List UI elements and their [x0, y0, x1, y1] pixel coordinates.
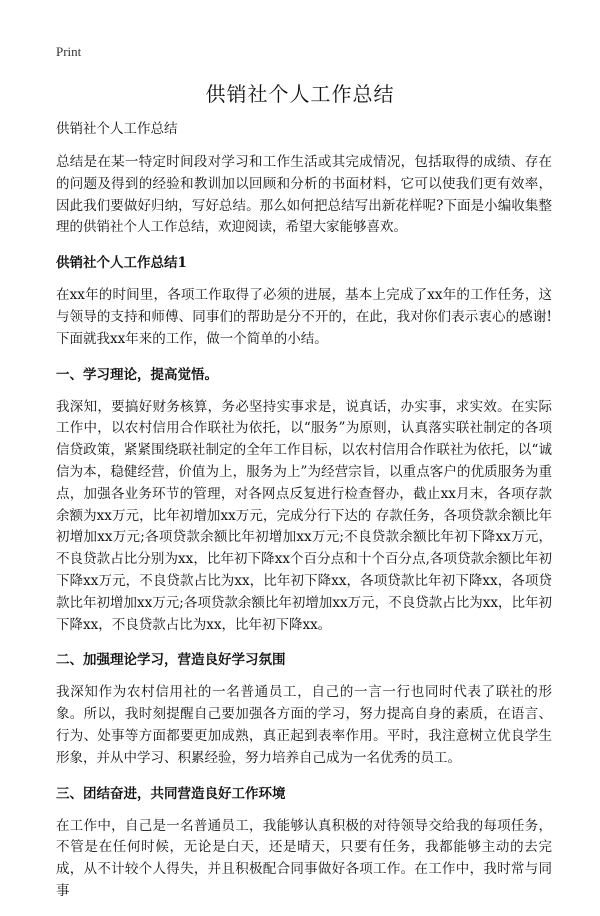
document-subtitle: 供销社个人工作总结 [56, 121, 178, 137]
section-body-2: 我深知作为农村信用社的一名普通员工，自己的一言一行也同时代表了联社的形象。所以，我时刻提醒自己要加强各方面的学习，努力提高自身的素质，在语言、行为、处事等方面都要更加成熟，真正起到表率作用。平时，我注意树立优良学生形象，并从中学习、积累经验，努力培养自己成为一名优秀的员工。 [56, 684, 552, 766]
article-intro-paragraph: 在xx年的时间里，各项工作取得了必须的进展，基本上完成了xx年的工作任务，这与领导的支持和师傅、同事们的帮助是分不开的，在此，我对你们表示衷心的感谢!下面就我xx年来的工作，做一个简单的小结。 [56, 287, 552, 347]
document-title: 供销社个人工作总结 [205, 82, 395, 106]
section-body-1: 我深知，要搞好财务核算，务必坚持实事求是，说真话，办实事，求实效。在实际工作中，以农村信用合作联社为依托，以“服务”为原则，认真落实联社制定的各项信贷政策，紧紧围绕联社制定的全年工作目标，以农村信用合作联社为依托，以“诚信为本，稳健经营，价值为上，服务为上”为经营宗旨，以重点客户的优质服务为重点，加强各业务环节的管理，对各网点反复进行检查督办，截止xx月末，各项存款余额为xx万元，比年初增加xx万元，完成分行下达的 存款任务，各项贷款余额比年初增加xx万元;各项贷款余额比年初增加xx万元;不良贷款余额比年初下降xx万元，不良贷款占比分别为xx，比年初下降xx个百分点和十个百分点,各项贷款余额比年初下降xx万元，不良贷款占比为xx，比年初下降xx，各项贷款比年初下降xx，各项贷款比年初增加xx万元;各项贷款余额比年初增加xx万元，不良贷款占比为xx，比年初下降xx，不良贷款占比为xx，比年初下降xx。 [56, 398, 552, 633]
section-heading-2: 二、加强理论学习，营造良好学习氛围 [56, 652, 286, 669]
section-heading-3: 三、团结奋进，共同营造良好工作环境 [56, 785, 286, 802]
print-link[interactable]: Print [56, 44, 82, 59]
document-body [56, 118, 552, 916]
intro-paragraph: 总结是在某一特定时间段对学习和工作生活或其完成情况，包括取得的成绩、存在的问题及得到的经验和教训加以回顾和分析的书面材料，它可以使我们更有效率，因此我们要做好归纳，写好总结。那么如何把总结写出新花样呢?下面是小编收集整理的供销社个人工作总结，欢迎阅读，希望大家能够喜欢。 [56, 154, 552, 236]
article-heading: 供销社个人工作总结1 [56, 255, 187, 272]
section-body-3: 在工作中，自己是一名普通员工，我能够认真积极的对待领导交给我的每项任务，不管是在任何时候，无论是白天，还是晴天，只要有任务，我都能够主动的去完成，从不计较个人得失，并且积极配合同事做好各项工作。在工作中，我时常与同事 [56, 817, 552, 899]
section-heading-1: 一、学习理论，提高觉悟。 [56, 366, 218, 383]
